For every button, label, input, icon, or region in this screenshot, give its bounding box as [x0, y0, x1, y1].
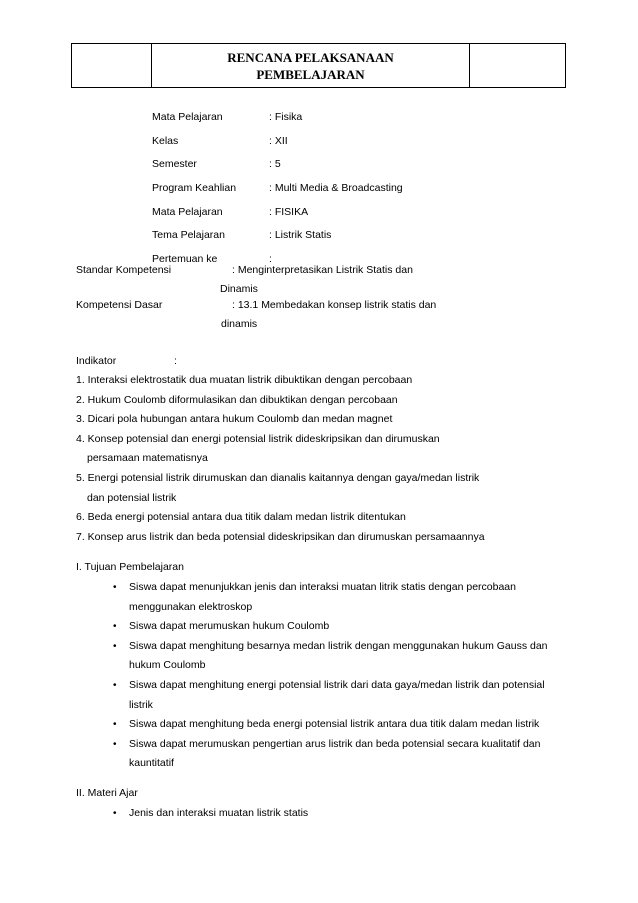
- info-label: Mata Pelajaran: [152, 205, 223, 218]
- kompetensi-dasar: [76, 299, 556, 339]
- indikator-item-continuation: dan potensial listrik: [87, 491, 177, 504]
- tujuan-list: [113, 578, 573, 774]
- tujuan-item: [113, 578, 573, 617]
- bullet-icon: •: [113, 582, 117, 593]
- info-value: : 5: [269, 158, 281, 171]
- info-value: : XII: [269, 134, 288, 147]
- bullet-icon: •: [113, 679, 117, 691]
- materi-heading: II. Materi Ajar: [76, 787, 138, 799]
- info-value: : FISIKA: [269, 205, 309, 218]
- tujuan-item-text: Siswa dapat menunjukkan jenis dan interaksi muatan litrik statis dengan percobaan menggunakan elektroskop: [129, 581, 516, 613]
- info-label: Pertemuan ke: [152, 253, 218, 266]
- tujuan-item: [113, 617, 573, 637]
- title-line-2: PEMBELAJARAN: [256, 66, 365, 82]
- bullet-icon: •: [113, 719, 117, 731]
- tujuan-item: [113, 735, 573, 774]
- tujuan-item: [113, 676, 573, 715]
- indikator-label: Indikator: [76, 355, 117, 367]
- indikator-item: 6. Beda energi potensial antara dua titik dalam medan listrik ditentukan: [76, 511, 406, 524]
- kompetensi-value-line-2: dinamis: [221, 318, 258, 330]
- indikator-list: [76, 374, 485, 550]
- indikator-item: 4. Konsep potensial dan energi potensial listrik dideskripsikan dan dirumuskan: [76, 432, 440, 445]
- standar-value-line-1: : Menginterpretasikan Listrik Statis dan: [232, 264, 413, 276]
- standar-kompetensi: [76, 264, 556, 304]
- tujuan-item-text: Siswa dapat merumuskan hukum Coulomb: [129, 620, 330, 633]
- tujuan-item: [113, 715, 573, 735]
- info-label: Semester: [152, 158, 197, 171]
- header-cell-left: [72, 44, 152, 88]
- indikator-item: 7. Konsep arus listrik dan beda potensial dideskripsikan dan dirumuskan persamaannya: [76, 530, 485, 543]
- title-line-1: RENCANA PELAKSANAAN: [227, 49, 394, 65]
- info-value: : Fisika: [269, 111, 303, 123]
- bullet-icon: •: [113, 808, 117, 819]
- info-label: Program Keahlian: [152, 182, 237, 195]
- kompetensi-label: Kompetensi Dasar: [76, 299, 163, 311]
- materi-item: [113, 804, 573, 824]
- materi-list: [113, 804, 573, 824]
- tujuan-item-text: Siswa dapat menghitung besarnya medan listrik dengan menggunakan hukum Gauss dan hukum Coulomb: [129, 639, 548, 672]
- indikator-item: 3. Dicari pola hubungan antara hukum Coulomb dan medan magnet: [76, 413, 393, 426]
- tujuan-item: [113, 637, 573, 676]
- indikator-item: 1. Interaksi elektrostatik dua muatan listrik dibuktikan dengan percobaan: [76, 374, 413, 386]
- header-cell-right: [470, 44, 566, 88]
- bullet-icon: •: [113, 738, 117, 750]
- tujuan-item-text: Siswa dapat menghitung beda energi potensial listrik antara dua titik dalam medan listrik: [129, 718, 540, 731]
- indikator-colon: :: [174, 355, 177, 367]
- bullet-icon: •: [113, 640, 117, 652]
- tujuan-heading: I. Tujuan Pembelajaran: [76, 561, 184, 573]
- standar-label: Standar Kompetensi: [76, 264, 172, 276]
- header-table: [71, 43, 566, 88]
- standar-value-line-2: Dinamis: [220, 283, 258, 295]
- indikator-item: 2. Hukum Coulomb diformulasikan dan dibuktikan dengan percobaan: [76, 393, 398, 406]
- kompetensi-value-line-1: : 13.1 Membedakan konsep listrik statis dan: [232, 299, 437, 311]
- info-value: : Listrik Statis: [269, 229, 332, 242]
- indikator-item: 5. Energi potensial listrik dirumuskan dan dianalis kaitannya dengan gaya/medan listrik: [76, 471, 480, 484]
- document-title: [152, 44, 470, 88]
- materi-item-text: Jenis dan interaksi muatan listrik statis: [129, 807, 309, 819]
- info-label: Kelas: [152, 134, 179, 147]
- info-label: Mata Pelajaran: [152, 111, 223, 123]
- indikator-heading: [76, 355, 276, 373]
- bullet-icon: •: [113, 621, 117, 633]
- indikator-item-continuation: persamaan matematisnya: [87, 452, 208, 465]
- info-value: :: [269, 253, 272, 266]
- tujuan-item-text: Siswa dapat merumuskan pengertian arus listrik dan beda potensial secara kualitatif dan kauntitatif: [129, 737, 541, 770]
- tujuan-item-text: Siswa dapat menghitung energi potensial listrik dari data gaya/medan listrik dan potensial listrik: [129, 678, 545, 711]
- info-label: Tema Pelajaran: [152, 229, 225, 242]
- info-value: : Multi Media & Broadcasting: [269, 182, 403, 195]
